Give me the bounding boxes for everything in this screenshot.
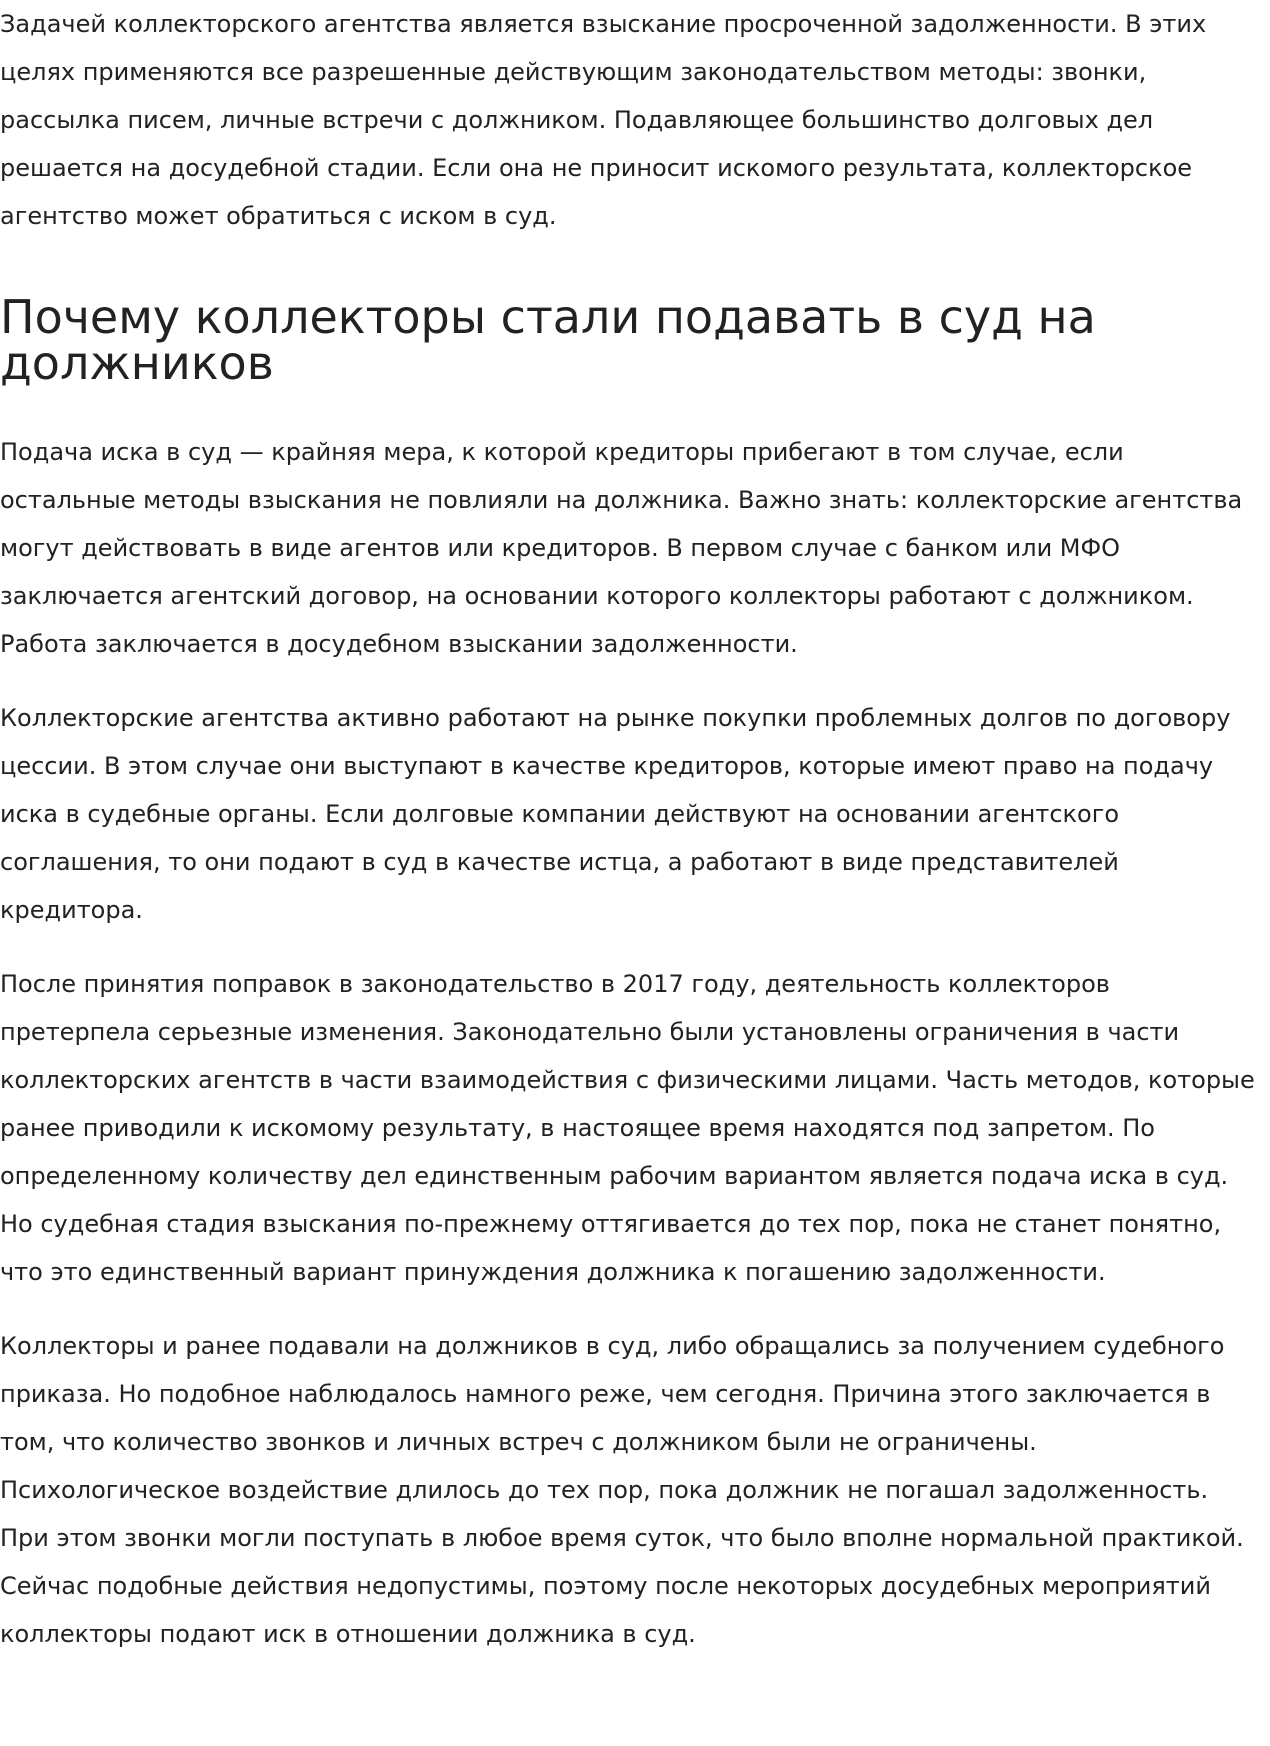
intro-paragraph: Задачей коллекторского агентства является взыскание просроченной задолженности. В этих целях применяются все разрешенные действующим законодательством методы: звонки, рассылка писем, личные встречи с должником. Подавляющее большинство долговых дел решается на досудебной стадии. Если она не приносит искомого результата, коллекторское агентство может обратиться с иском в суд. [0,10,1207,230]
paragraph-3: После принятия поправок в законодательство в 2017 году, деятельность коллекторов претерпела серьезные изменения. Законодательно были установлены ограничения в части коллекторских агентств в части взаимодействия с физическими лицами. Часть методов, которые ранее приводили к искомому результату, в настоящее время находятся под запретом. По определенному количеству дел единственным рабочим вариантом является подача иска в суд. Но судебная стадия взыскания по-прежнему оттягивается до тех пор, пока не станет понятно, что это единственный вариант принуждения должника к погашению задолженности. [0,970,1255,1286]
paragraph-2: Коллекторские агентства активно работают на рынке покупки проблемных долгов по договору цессии. В этом случае они выступают в качестве кредиторов, которые имеют право на подачу иска в судебные органы. Если долговые компании действуют на основании агентского соглашения, то они подают в суд в качестве истца, а работают в виде представителей кредитора. [0,704,1231,924]
section-heading: Почему коллекторы стали подавать в суд на должников [0,290,1096,390]
paragraph-4: Коллекторы и ранее подавали на должников в суд, либо обращались за получением судебного приказа. Но подобное наблюдалось намного реже, чем сегодня. Причина этого заключается в том, что количество звонков и личных встреч с должником были не ограничены. Психологическое воздействие длилось до тех пор, пока должник не погашал задолженность. При этом звонки могли поступать в любое время суток, что было вполне нормальной практикой. Сейчас подобные действия недопустимы, поэтому после некоторых досудебных мероприятий коллекторы подают иск в отношении должника в суд. [0,1332,1244,1648]
paragraph-1: Подача иска в суд — крайняя мера, к которой кредиторы прибегают в том случае, если остальные методы взыскания не повлияли на должника. Важно знать: коллекторские агентства могут действовать в виде агентов или кредиторов. В первом случае с банком или МФО заключается агентский договор, на основании которого коллекторы работают с должником. Работа заключается в досудебном взыскании задолженности. [0,438,1243,658]
